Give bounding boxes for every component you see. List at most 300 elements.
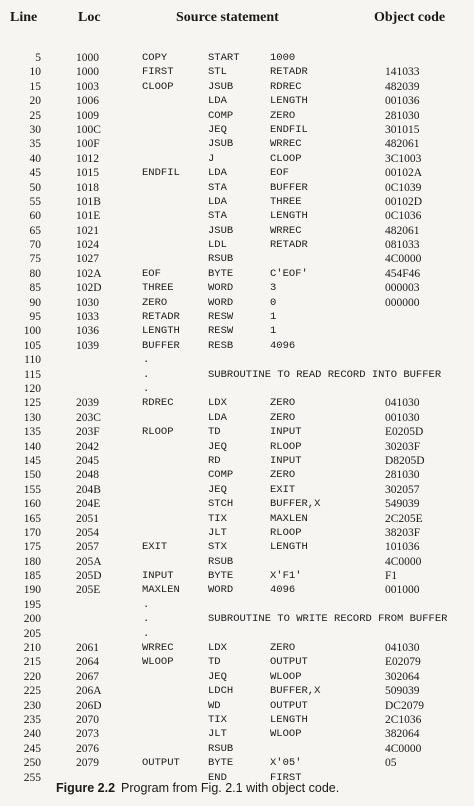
operand: INPUT — [270, 454, 302, 467]
table-row — [0, 483, 474, 497]
operand: THREE — [270, 195, 302, 208]
line-number: 80 — [29, 267, 41, 280]
line-number: 210 — [23, 642, 41, 655]
label: FIRST — [142, 66, 174, 79]
location: 1006 — [76, 95, 99, 108]
operand: X'F1' — [270, 570, 302, 583]
object-code: 2C1036 — [385, 713, 422, 726]
operand: OUTPUT — [270, 699, 308, 712]
object-code: 482039 — [385, 80, 420, 93]
opcode: JLT — [208, 728, 227, 741]
caption-text: Program from Fig. 2.1 with object code. — [121, 781, 340, 795]
table-row — [0, 382, 474, 396]
location: 2048 — [76, 469, 99, 482]
object-code: 3C1003 — [385, 152, 422, 165]
opcode: LDA — [208, 411, 227, 424]
opcode: RESW — [208, 311, 234, 324]
line-number: 40 — [29, 152, 41, 165]
comment-dot: . — [143, 354, 150, 367]
label: BUFFER — [142, 339, 180, 352]
object-code: 0C1036 — [385, 210, 422, 223]
object-code: 281030 — [385, 469, 420, 482]
object-code: 549039 — [385, 498, 420, 511]
table-row — [0, 612, 474, 626]
table-row — [0, 454, 474, 468]
table-row — [0, 267, 474, 281]
line-number: 245 — [23, 742, 41, 755]
object-code: 081033 — [385, 239, 420, 252]
operand: X'05' — [270, 757, 302, 770]
object-code: 001000 — [385, 584, 420, 597]
object-code: 4C0000 — [385, 253, 422, 266]
line-number: 130 — [23, 411, 41, 424]
object-code: 482061 — [385, 224, 420, 237]
operand: LENGTH — [270, 95, 308, 108]
operand: BUFFER — [270, 181, 308, 194]
object-code: DC2079 — [385, 699, 424, 712]
object-code: 001036 — [385, 95, 420, 108]
location: 1033 — [76, 311, 99, 324]
table-row — [0, 310, 474, 324]
location: 1009 — [76, 109, 99, 122]
operand: 1 — [270, 311, 277, 324]
table-row — [0, 296, 474, 310]
location: 2054 — [76, 526, 99, 539]
line-number: 250 — [23, 757, 41, 770]
operand: ZERO — [270, 469, 296, 482]
location: 1036 — [76, 325, 99, 338]
table-row — [0, 51, 474, 65]
location: 1015 — [76, 167, 99, 180]
operand: 0 — [270, 296, 277, 309]
location: 1039 — [76, 339, 99, 352]
object-code: 2C205E — [385, 512, 423, 525]
operand: 1000 — [270, 52, 296, 64]
line-number: 85 — [29, 282, 41, 295]
opcode: JSUB — [208, 224, 234, 237]
location: 100C — [76, 123, 101, 136]
line-number: 55 — [29, 195, 41, 208]
table-row — [0, 497, 474, 511]
table-row — [0, 425, 474, 439]
opcode: WORD — [208, 584, 234, 597]
label: INPUT — [142, 570, 174, 583]
table-row — [0, 353, 474, 367]
operand: WLOOP — [270, 670, 302, 683]
table-row — [0, 756, 474, 770]
object-code: 041030 — [385, 397, 420, 410]
operand: CLOOP — [270, 152, 302, 165]
operand: EOF — [270, 167, 289, 180]
location: 1003 — [76, 80, 99, 93]
operand: RETADR — [270, 66, 308, 79]
object-code: 000003 — [385, 282, 420, 295]
header-loc: Loc — [78, 10, 101, 25]
operand: ZERO — [270, 411, 296, 424]
table-row — [0, 123, 474, 137]
line-number: 190 — [23, 584, 41, 597]
opcode: JEQ — [208, 440, 227, 453]
line-number: 70 — [29, 239, 41, 252]
opcode: JEQ — [208, 483, 227, 496]
opcode: JLT — [208, 526, 227, 539]
object-code: 141033 — [385, 66, 420, 79]
opcode: RSUB — [208, 253, 234, 266]
location: 204B — [76, 483, 101, 496]
operand: ZERO — [270, 642, 296, 655]
object-code: 509039 — [385, 685, 420, 698]
line-number: 175 — [23, 541, 41, 554]
label: CLOOP — [142, 80, 174, 93]
line-number: 120 — [23, 382, 41, 395]
operand: 4096 — [270, 339, 296, 352]
opcode: JEQ — [208, 123, 227, 136]
object-code: 101036 — [385, 541, 420, 554]
line-number: 205 — [23, 627, 41, 640]
comment-dot: . — [143, 598, 150, 611]
table-row — [0, 281, 474, 295]
opcode: STCH — [208, 498, 234, 511]
location: 2070 — [76, 713, 99, 726]
label: RDREC — [142, 397, 174, 410]
opcode: WORD — [208, 282, 234, 295]
header-source-statement: Source statement — [176, 10, 279, 25]
operand: RDREC — [270, 80, 302, 93]
opcode: LDX — [208, 397, 227, 410]
line-number: 105 — [23, 339, 41, 352]
object-code: 30203F — [385, 440, 421, 453]
table-row — [0, 65, 474, 79]
line-number: 60 — [29, 210, 41, 223]
line-number: 135 — [23, 426, 41, 439]
opcode: RD — [208, 454, 221, 467]
object-code: F1 — [385, 570, 398, 583]
table-row — [0, 699, 474, 713]
opcode: RESW — [208, 325, 234, 338]
line-number: 235 — [23, 713, 41, 726]
comment-dot: . — [143, 627, 150, 640]
line-number: 180 — [23, 555, 41, 568]
line-number: 215 — [23, 656, 41, 669]
table-row — [0, 252, 474, 266]
line-number: 75 — [29, 253, 41, 266]
location: 2039 — [76, 397, 99, 410]
table-row — [0, 209, 474, 223]
location: 206D — [76, 699, 102, 712]
line-number: 115 — [24, 368, 41, 381]
opcode: JSUB — [208, 80, 234, 93]
line-number: 225 — [23, 685, 41, 698]
line-number: 45 — [29, 167, 41, 180]
opcode: LDA — [208, 167, 227, 180]
opcode: JEQ — [208, 670, 227, 683]
opcode: LDA — [208, 195, 227, 208]
location: 2051 — [76, 512, 99, 525]
object-code: 05 — [385, 757, 397, 770]
opcode: TD — [208, 656, 221, 669]
table-row — [0, 440, 474, 454]
header-object-code: Object code — [374, 10, 446, 25]
opcode: RSUB — [208, 742, 234, 755]
label: WRREC — [142, 642, 174, 655]
line-number: 165 — [23, 512, 41, 525]
opcode: STA — [208, 210, 227, 223]
label: OUTPUT — [142, 757, 180, 770]
object-code: 4C0000 — [385, 555, 422, 568]
line-number: 160 — [23, 498, 41, 511]
comment-text: SUBROUTINE TO WRITE RECORD FROM BUFFER — [208, 613, 448, 626]
label: EOF — [142, 267, 161, 280]
location: 101E — [76, 210, 101, 223]
label: COPY — [142, 52, 168, 64]
label: THREE — [142, 282, 174, 295]
object-code: 001030 — [385, 411, 420, 424]
location: 2057 — [76, 541, 99, 554]
line-number: 100 — [23, 325, 41, 338]
operand: BUFFER,X — [270, 498, 321, 511]
line-number: 195 — [23, 598, 41, 611]
object-code: 041030 — [385, 642, 420, 655]
opcode: RESB — [208, 339, 234, 352]
table-row — [0, 411, 474, 425]
opcode: BYTE — [208, 267, 234, 280]
operand: RETADR — [270, 239, 308, 252]
opcode: STA — [208, 181, 227, 194]
comment-dot: . — [143, 368, 150, 381]
table-row — [0, 166, 474, 180]
line-number: 140 — [23, 440, 41, 453]
object-code: 382064 — [385, 728, 420, 741]
operand: BUFFER,X — [270, 685, 321, 698]
location: 203C — [76, 411, 101, 424]
opcode: COMP — [208, 109, 234, 122]
table-row — [0, 94, 474, 108]
opcode: LDX — [208, 642, 227, 655]
line-number: 170 — [23, 526, 41, 539]
table-row — [0, 627, 474, 641]
operand: LENGTH — [270, 210, 308, 223]
location: 2064 — [76, 656, 99, 669]
line-number: 90 — [29, 296, 41, 309]
opcode: STX — [208, 541, 227, 554]
label: RLOOP — [142, 426, 174, 439]
opcode: RSUB — [208, 555, 234, 568]
opcode: J — [208, 152, 215, 165]
table-row — [0, 368, 474, 382]
object-code: 302057 — [385, 483, 420, 496]
opcode: BYTE — [208, 757, 234, 770]
location: 101B — [76, 195, 101, 208]
operand: LENGTH — [270, 713, 308, 726]
operand: WLOOP — [270, 728, 302, 741]
location: 204E — [76, 498, 101, 511]
header-line: Line — [10, 10, 38, 25]
opcode: COMP — [208, 469, 234, 482]
line-number: 10 — [29, 66, 41, 79]
object-code: 454F46 — [385, 267, 421, 280]
location: 2079 — [76, 757, 99, 770]
operand: RLOOP — [270, 440, 302, 453]
table-row — [0, 80, 474, 94]
location: 206A — [76, 685, 102, 698]
table-row — [0, 727, 474, 741]
operand: FIRST — [270, 771, 302, 784]
table-row — [0, 109, 474, 123]
table-row — [0, 396, 474, 410]
object-code: 38203F — [385, 526, 421, 539]
object-code: E0205D — [385, 426, 424, 439]
object-code: 302064 — [385, 670, 420, 683]
table-row — [0, 555, 474, 569]
line-number: 110 — [24, 354, 41, 367]
opcode: LDL — [208, 239, 227, 252]
location: 205D — [76, 570, 102, 583]
location: 2073 — [76, 728, 99, 741]
label: WLOOP — [142, 656, 174, 669]
figure-number: Figure 2.2 — [56, 781, 116, 795]
table-row — [0, 742, 474, 756]
object-code: 301015 — [385, 123, 420, 136]
object-code: D8205D — [385, 454, 425, 467]
table-row — [0, 468, 474, 482]
line-number: 35 — [29, 138, 41, 151]
operand: 3 — [270, 282, 277, 295]
object-code: 000000 — [385, 296, 420, 309]
table-row — [0, 195, 474, 209]
opcode: WD — [208, 699, 221, 712]
location: 2067 — [76, 670, 99, 683]
object-code: 482061 — [385, 138, 420, 151]
operand: ENDFIL — [270, 123, 308, 136]
location: 2076 — [76, 742, 99, 755]
operand: MAXLEN — [270, 512, 308, 525]
table-row — [0, 655, 474, 669]
line-number: 15 — [29, 80, 41, 93]
object-code: 00102A — [385, 167, 423, 180]
opcode: LDCH — [208, 685, 234, 698]
operand: RLOOP — [270, 526, 302, 539]
line-number: 220 — [23, 670, 41, 683]
table-row — [0, 540, 474, 554]
table-row — [0, 569, 474, 583]
location: 2061 — [76, 642, 99, 655]
table-row — [0, 713, 474, 727]
operand: ZERO — [270, 397, 296, 410]
line-number: 50 — [29, 181, 41, 194]
opcode: JSUB — [208, 138, 234, 151]
operand: LENGTH — [270, 541, 308, 554]
line-number: 30 — [29, 123, 41, 136]
table-row — [0, 684, 474, 698]
comment-dot: . — [143, 613, 150, 626]
operand: EXIT — [270, 483, 296, 496]
label: EXIT — [142, 541, 168, 554]
opcode: TIX — [208, 713, 227, 726]
line-number: 155 — [23, 483, 41, 496]
object-code: 00102D — [385, 195, 423, 208]
location: 1000 — [76, 52, 99, 64]
table-row — [0, 181, 474, 195]
opcode: BYTE — [208, 570, 234, 583]
line-number: 95 — [29, 311, 41, 324]
object-code: E02079 — [385, 656, 421, 669]
opcode: TIX — [208, 512, 227, 525]
operand: C'EOF' — [270, 267, 308, 280]
comment-dot: . — [143, 382, 150, 395]
line-number: 65 — [29, 224, 41, 237]
line-number: 240 — [23, 728, 41, 741]
line-number: 230 — [23, 699, 41, 712]
operand: INPUT — [270, 426, 302, 439]
opcode: STL — [208, 66, 227, 79]
line-number: 145 — [23, 454, 41, 467]
object-code: 281030 — [385, 109, 420, 122]
program-listing — [0, 51, 474, 785]
label: RETADR — [142, 311, 180, 324]
location: 2042 — [76, 440, 99, 453]
line-number: 25 — [29, 109, 41, 122]
table-row — [0, 598, 474, 612]
location: 102A — [76, 267, 102, 280]
location: 2045 — [76, 454, 99, 467]
opcode: WORD — [208, 296, 234, 309]
operand: OUTPUT — [270, 656, 308, 669]
line-number: 255 — [23, 771, 41, 784]
line-number: 150 — [23, 469, 41, 482]
location: 102D — [76, 282, 102, 295]
location: 100F — [76, 138, 100, 151]
opcode: START — [208, 52, 240, 64]
operand: ZERO — [270, 109, 296, 122]
table-row — [0, 583, 474, 597]
operand: 1 — [270, 325, 277, 338]
object-code: 4C0000 — [385, 742, 422, 755]
operand: 4096 — [270, 584, 296, 597]
table-row — [0, 526, 474, 540]
location: 1030 — [76, 296, 99, 309]
opcode: LDA — [208, 95, 227, 108]
label: LENGTH — [142, 325, 180, 338]
operand: WRREC — [270, 138, 302, 151]
location: 1024 — [76, 239, 99, 252]
location: 1012 — [76, 152, 99, 165]
line-number: 185 — [23, 570, 41, 583]
table-row — [0, 137, 474, 151]
line-number: 125 — [23, 397, 41, 410]
line-number: 5 — [35, 52, 41, 64]
table-row — [0, 512, 474, 526]
line-number: 20 — [29, 95, 41, 108]
operand: WRREC — [270, 224, 302, 237]
figure-caption — [56, 781, 339, 795]
table-row — [0, 641, 474, 655]
location: 1000 — [76, 66, 99, 79]
location: 1021 — [76, 224, 99, 237]
table-row — [0, 152, 474, 166]
table-row — [0, 670, 474, 684]
table-row — [0, 324, 474, 338]
location: 205E — [76, 584, 101, 597]
location: 1018 — [76, 181, 99, 194]
location: 203F — [76, 426, 100, 439]
location: 1027 — [76, 253, 99, 266]
comment-text: SUBROUTINE TO READ RECORD INTO BUFFER — [208, 368, 442, 381]
label: ENDFIL — [142, 167, 180, 180]
label: ZERO — [142, 296, 168, 309]
opcode: END — [208, 771, 227, 784]
label: MAXLEN — [142, 584, 180, 597]
table-row — [0, 238, 474, 252]
